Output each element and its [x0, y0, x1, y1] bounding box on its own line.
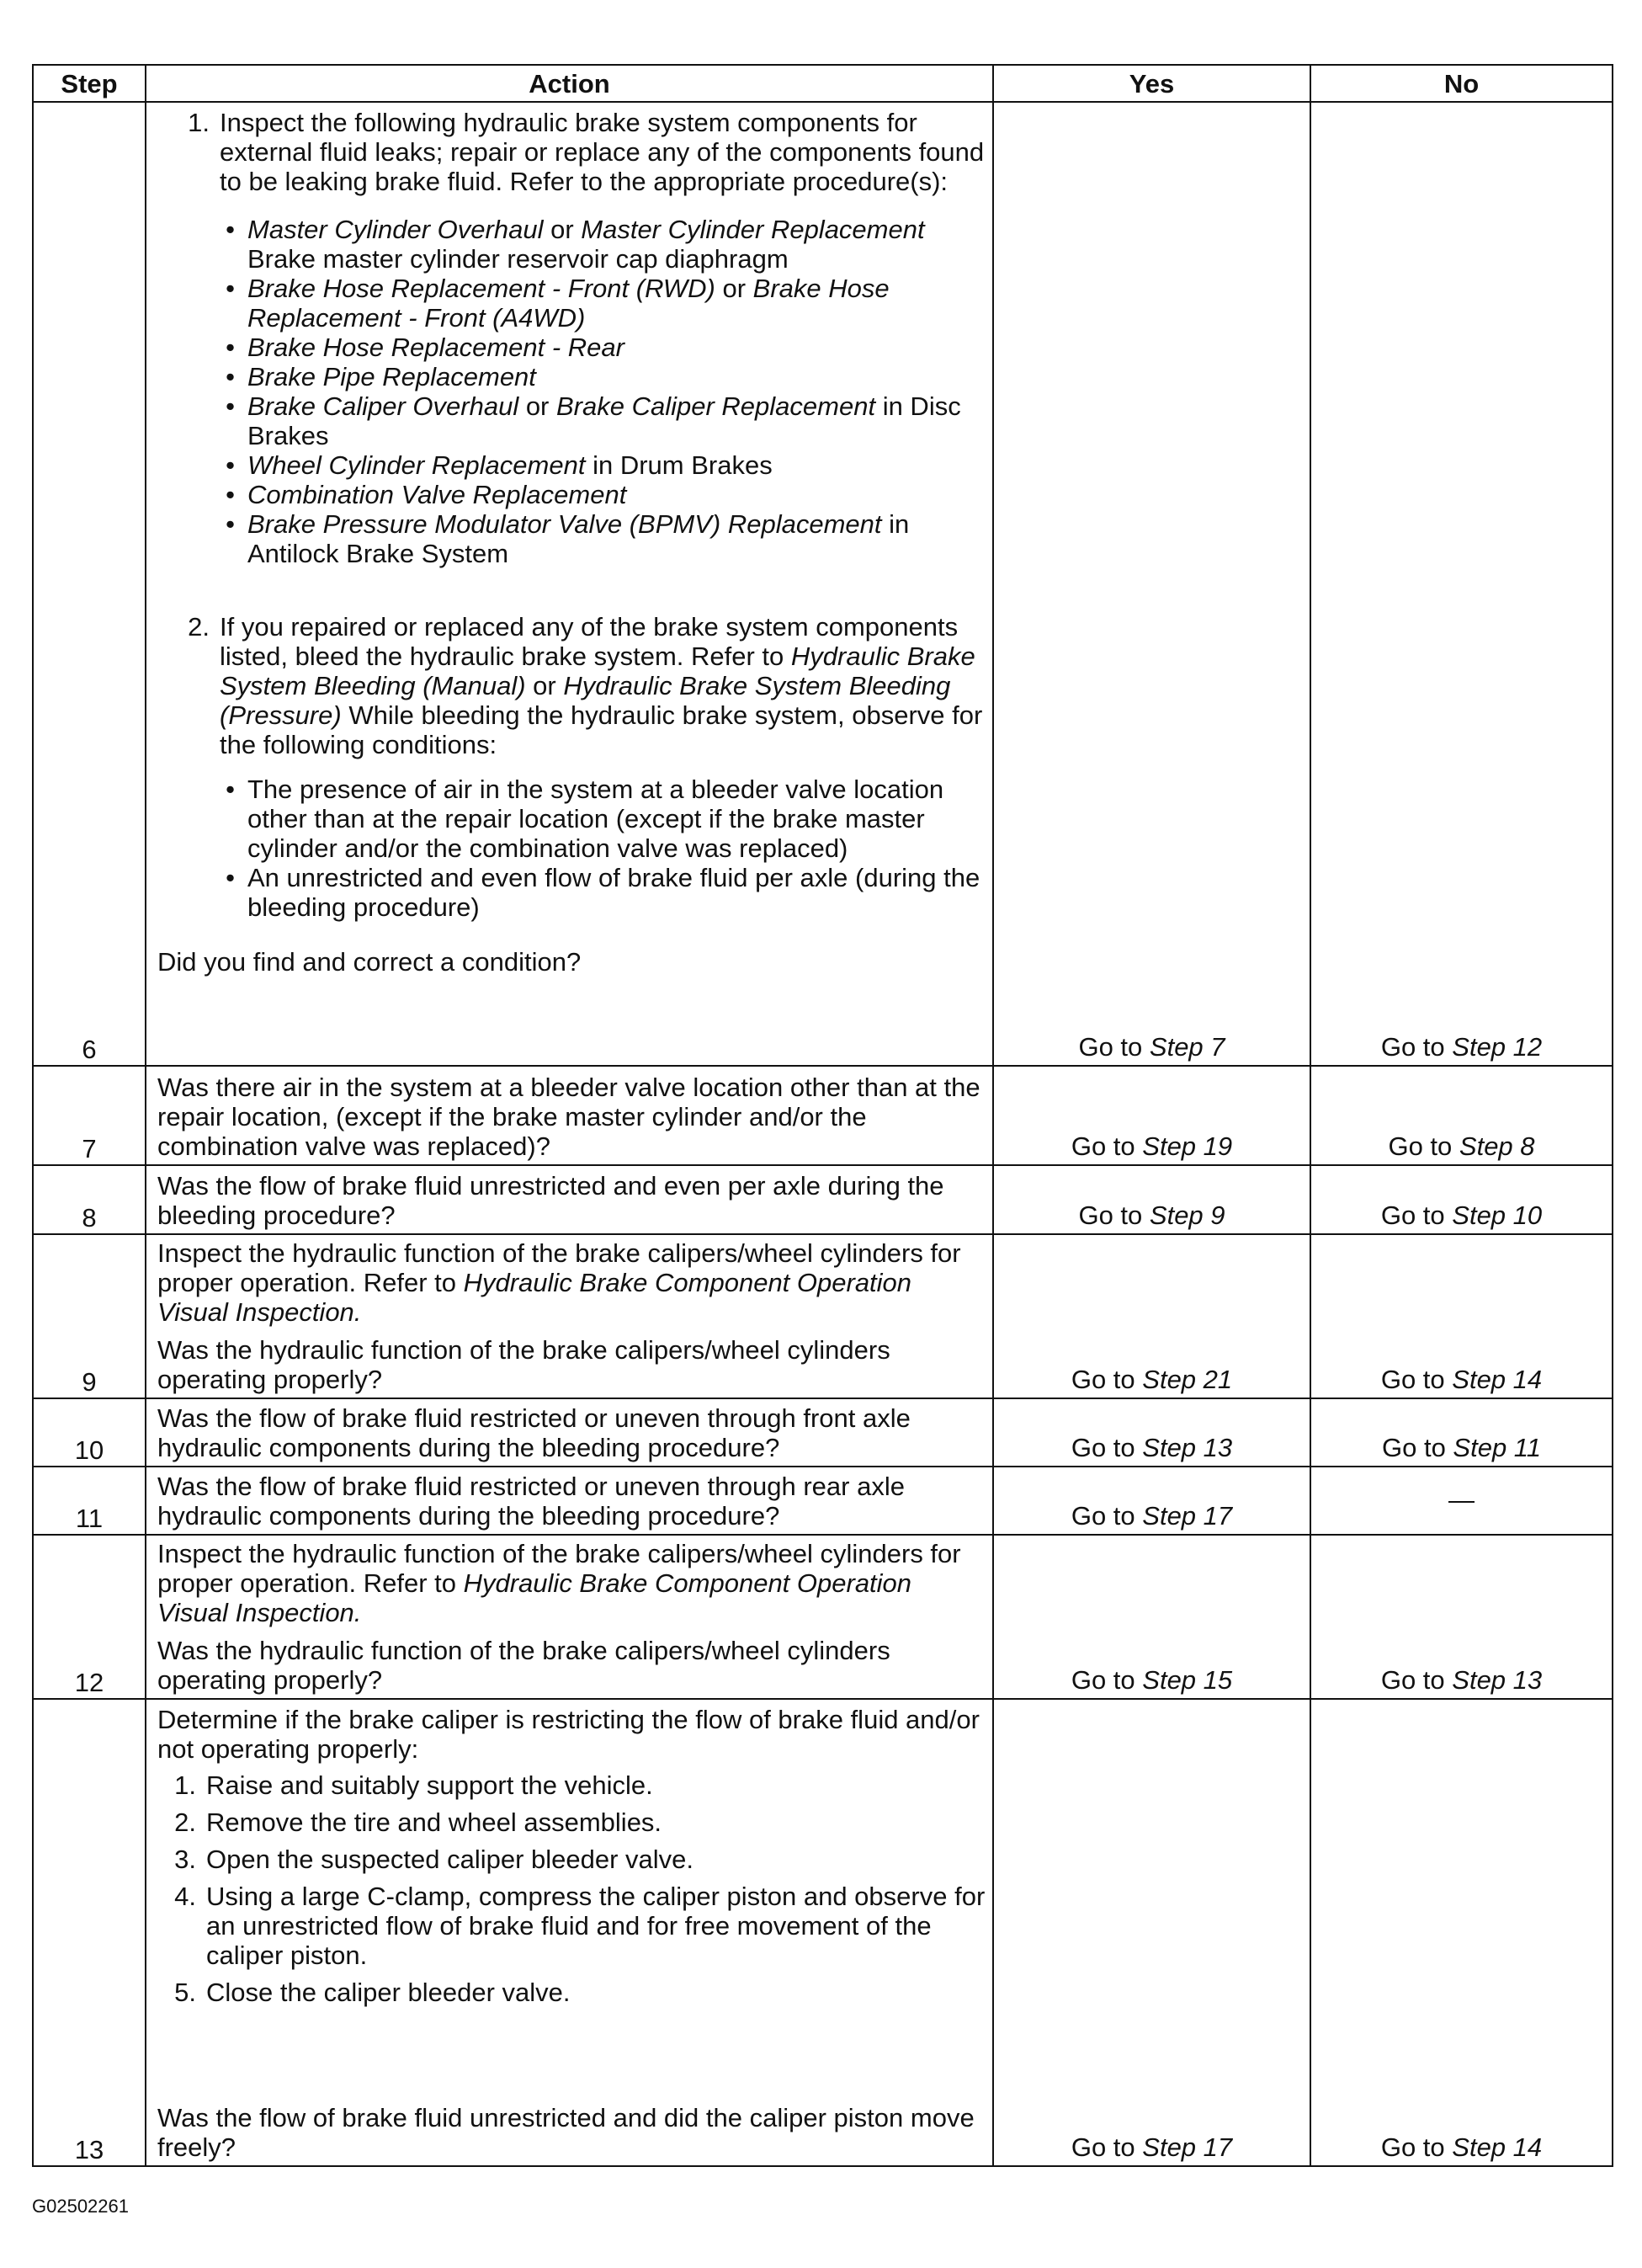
- header-action: Action: [146, 65, 993, 102]
- action-text: [157, 1238, 986, 1327]
- list-item: [157, 1978, 986, 2007]
- step-link[interactable]: Step 10: [1452, 1201, 1543, 1230]
- yes-cell: [993, 1165, 1310, 1234]
- condition-bullet-list: [157, 775, 986, 922]
- item-text: Open the suspected caliper bleeder valve.: [206, 1845, 694, 1874]
- item-text: Using a large C-clamp, compress the caliper piston and observe for an unrestricted flow of brake fluid and for free movement of the caliper piston.: [206, 1882, 986, 1970]
- procedure-link-text: Combination Valve Replacement: [247, 480, 627, 509]
- procedure-link-text: Hydraulic Brake Component Operation Visual Inspection.: [157, 1568, 912, 1627]
- goto-text: Go to: [1078, 1201, 1150, 1230]
- step-link[interactable]: Step 9: [1149, 1201, 1225, 1230]
- list-item: [157, 1882, 986, 1970]
- goto-text: Go to: [1380, 1032, 1453, 1062]
- table-row: [33, 1066, 1613, 1165]
- step-link[interactable]: Step 15: [1142, 1665, 1233, 1695]
- bullet-text: An unrestricted and even flow of brake fluid per axle (during the bleeding procedure): [247, 863, 980, 922]
- item-text: While bleeding the hydraulic brake system, observe for the following conditions:: [220, 700, 983, 759]
- goto-text: Go to: [1381, 1433, 1453, 1462]
- connector-text: or: [715, 274, 753, 303]
- procedure-link-text: Brake Hose Replacement - Rear: [247, 333, 624, 362]
- procedure-link-text: Master Cylinder Overhaul: [247, 215, 544, 244]
- item-number: 1.: [174, 1770, 196, 1800]
- question-text: Was the hydraulic function of the brake calipers/wheel cylinders operating properly?: [157, 1636, 890, 1695]
- yes-cell: [993, 1699, 1310, 2166]
- step-link[interactable]: Step 19: [1142, 1131, 1233, 1161]
- procedure-link-text: Brake Pressure Modulator Valve (BPMV) Replacement: [247, 509, 882, 539]
- list-item: • Brake Pipe Replacement: [157, 362, 986, 391]
- goto-text: Go to: [1380, 2132, 1453, 2162]
- item-number: 1.: [188, 108, 210, 137]
- step-number: 12: [33, 1535, 146, 1699]
- yes-cell: [993, 1467, 1310, 1535]
- item-number: 2.: [188, 612, 210, 642]
- step-number: 13: [33, 1699, 146, 2166]
- connector-text: or: [525, 671, 564, 700]
- list-item: • Wheel Cylinder Replacement in Drum Brakes: [226, 450, 773, 480]
- procedure-link-text: Hydraulic Brake System Bleeding (Manual): [220, 642, 975, 700]
- bullet-text: in Antilock Brake System: [247, 509, 910, 568]
- step-link[interactable]: Step 14: [1452, 2132, 1543, 2162]
- bullet-text: in Disc Brakes: [247, 391, 961, 450]
- action-cell: Was there air in the system at a bleeder valve location other than at the repair location, (except if the brake master cylinder and/or the combination valve was replaced)?: [146, 1066, 993, 1165]
- list-item: • Combination Valve Replacement: [157, 480, 986, 509]
- list-item: • An unrestricted and even flow of brake fluid per axle (during the bleeding procedure): [157, 863, 986, 922]
- procedure-link-text: Brake Caliper Replacement: [556, 391, 876, 421]
- step-number: 6: [33, 102, 146, 1066]
- yes-cell: [993, 1234, 1310, 1398]
- header-no: No: [1310, 65, 1613, 102]
- connector-text: or: [518, 391, 556, 421]
- item-text: Remove the tire and wheel assemblies.: [206, 1807, 662, 1837]
- procedure-link-text: Brake Hose Replacement - Front (RWD): [247, 274, 715, 303]
- bullet-text: The presence of air in the system at a bleeder valve location other than at the repair location (except if the brake master cylinder and/or the combination valve was replaced): [247, 775, 944, 863]
- goto-text: Go to: [1071, 1665, 1143, 1695]
- procedure-link-text: Master Cylinder Replacement: [581, 215, 925, 244]
- procedure-link-text: Hydraulic Brake System Bleeding (Pressure): [220, 671, 951, 730]
- yes-cell: [993, 102, 1310, 1066]
- bullet-text: in Drum Brakes: [585, 450, 773, 480]
- table-row: [33, 1398, 1613, 1467]
- list-item: • The presence of air in the system at a bleeder valve location other than at the repair location (except if the brake master cylinder and/or the combination valve was replaced): [157, 775, 986, 863]
- step-link[interactable]: Step 17: [1142, 2132, 1233, 2162]
- action-cell: [146, 1699, 993, 2166]
- list-item: [157, 1845, 986, 1874]
- action-text-part: Inspect the hydraulic function of the brake calipers/wheel cylinders for proper operation. Refer to: [157, 1539, 961, 1598]
- figure-caption: G02502261: [32, 2196, 129, 2217]
- yes-cell: [993, 1535, 1310, 1699]
- procedure-link-text: Brake Caliper Overhaul: [247, 391, 519, 421]
- no-cell: —: [1310, 1467, 1613, 1535]
- item-number: 5.: [174, 1978, 196, 2007]
- list-item: • Master Cylinder Overhaul or Master Cylinder Replacement Brake master cylinder reservoir cap diaphragm: [226, 215, 925, 274]
- item-number: 4.: [174, 1882, 196, 1911]
- goto-text: Go to: [1071, 1433, 1143, 1462]
- component-bullet-list: [157, 215, 986, 568]
- goto-text: Go to: [1071, 1365, 1143, 1394]
- no-cell: [1310, 1535, 1613, 1699]
- yes-cell: [993, 1398, 1310, 1467]
- table-row: [33, 1699, 1613, 2166]
- item-number: 3.: [174, 1845, 196, 1874]
- yes-cell: [993, 1066, 1310, 1165]
- item-text: Inspect the following hydraulic brake system components for external fluid leaks; repair or replace any of the components found to be leaking brake fluid. Refer to the appropriate procedure(s):: [220, 108, 985, 196]
- header-yes: Yes: [993, 65, 1310, 102]
- goto-text: Go to: [1380, 1365, 1453, 1394]
- list-item: • Brake Hose Replacement - Rear: [157, 333, 986, 362]
- table-row: [33, 102, 1613, 1066]
- action-cell: [146, 1535, 993, 1699]
- step-link[interactable]: Step 11: [1453, 1433, 1541, 1462]
- goto-text: Go to: [1388, 1131, 1459, 1161]
- step-number: 11: [33, 1467, 146, 1535]
- ordered-list: [157, 108, 986, 932]
- step-link[interactable]: Step 12: [1452, 1032, 1543, 1062]
- procedure-link-text: Hydraulic Brake Component Operation Visual Inspection.: [157, 1268, 912, 1327]
- procedure-link-text: Brake Hose Replacement - Front (A4WD): [247, 274, 890, 333]
- no-cell: [1310, 102, 1613, 1066]
- question-text: Was the hydraulic function of the brake calipers/wheel cylinders operating properly?: [157, 1335, 890, 1394]
- item-text: Raise and suitably support the vehicle.: [206, 1770, 653, 1800]
- goto-text: Go to: [1071, 1131, 1143, 1161]
- step-link[interactable]: Step 14: [1452, 1365, 1543, 1394]
- list-item: [157, 1807, 986, 1837]
- list-item: [157, 612, 986, 932]
- step-link[interactable]: Step 21: [1142, 1365, 1233, 1394]
- table-row: [33, 1467, 1613, 1535]
- question-text: Was the flow of brake fluid unrestricted and did the caliper piston move freely?: [157, 2103, 975, 2162]
- item-text: If you repaired or replaced any of the brake system components listed, bleed the hydraulic brake system. Refer to: [220, 612, 959, 671]
- ordered-list: [157, 1770, 986, 2007]
- bullet-text: Brake master cylinder reservoir cap diaphragm: [247, 244, 789, 274]
- step-link[interactable]: Step 7: [1149, 1032, 1225, 1062]
- goto-text: Go to: [1071, 1501, 1143, 1531]
- action-intro: Determine if the brake caliper is restricting the flow of brake fluid and/or not operating properly:: [157, 1705, 980, 1764]
- action-cell: Was the flow of brake fluid restricted or uneven through front axle hydraulic components during the bleeding procedure?: [146, 1398, 993, 1467]
- list-item: [157, 1770, 986, 1800]
- list-item: • Brake Caliper Overhaul or Brake Caliper Replacement in Disc Brakes: [226, 391, 961, 450]
- no-cell: [1310, 1398, 1613, 1467]
- table-row: [33, 1535, 1613, 1699]
- no-cell: [1310, 1165, 1613, 1234]
- question-text: Did you find and correct a condition?: [157, 947, 582, 977]
- action-cell: [146, 102, 993, 1066]
- no-cell: [1310, 1699, 1613, 2166]
- goto-text: Go to: [1380, 1201, 1453, 1230]
- diagnostic-table: [32, 64, 1613, 2167]
- step-link[interactable]: Step 8: [1459, 1131, 1535, 1161]
- header-row: [33, 65, 1613, 102]
- step-link[interactable]: Step 13: [1452, 1665, 1543, 1695]
- item-text: Close the caliper bleeder valve.: [206, 1978, 571, 2007]
- step-number: 8: [33, 1165, 146, 1234]
- connector-text: or: [543, 215, 582, 244]
- action-cell: Was the flow of brake fluid restricted or uneven through rear axle hydraulic components during the bleeding procedure?: [146, 1467, 993, 1535]
- no-cell: [1310, 1066, 1613, 1165]
- step-number: 7: [33, 1066, 146, 1165]
- action-text: [157, 1539, 986, 1627]
- procedure-link-text: Wheel Cylinder Replacement: [247, 450, 586, 480]
- step-link[interactable]: Step 13: [1142, 1433, 1233, 1462]
- list-item: [157, 108, 986, 587]
- step-number: 9: [33, 1234, 146, 1398]
- list-item: • Brake Hose Replacement - Front (RWD) or Brake Hose Replacement - Front (A4WD): [226, 274, 890, 333]
- table-row: [33, 1234, 1613, 1398]
- goto-text: Go to: [1380, 1665, 1453, 1695]
- header-step: Step: [33, 65, 146, 102]
- step-number: 10: [33, 1398, 146, 1467]
- table-row: [33, 1165, 1613, 1234]
- goto-text: Go to: [1078, 1032, 1150, 1062]
- goto-text: Go to: [1071, 2132, 1143, 2162]
- action-cell: Was the flow of brake fluid unrestricted and even per axle during the bleeding procedure?: [146, 1165, 993, 1234]
- action-cell: [146, 1234, 993, 1398]
- procedure-link-text: Brake Pipe Replacement: [247, 362, 536, 391]
- item-number: 2.: [174, 1807, 196, 1837]
- step-link[interactable]: Step 17: [1142, 1501, 1233, 1531]
- action-text-part: Inspect the hydraulic function of the brake calipers/wheel cylinders for proper operation. Refer to: [157, 1238, 961, 1297]
- no-cell: [1310, 1234, 1613, 1398]
- list-item: • Brake Pressure Modulator Valve (BPMV) Replacement in Antilock Brake System: [226, 509, 910, 568]
